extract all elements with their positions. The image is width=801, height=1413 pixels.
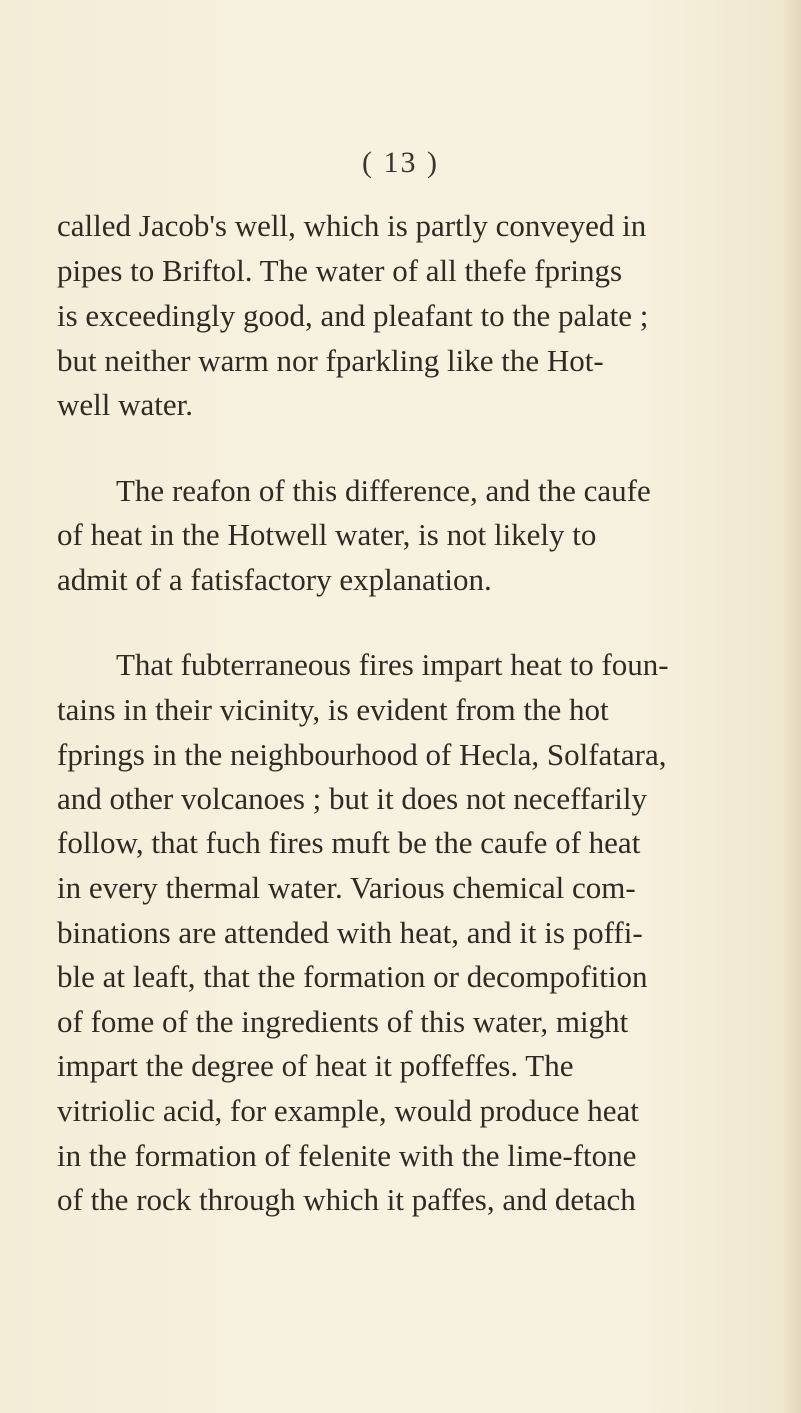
text-line: tains in their vicinity, is evident from the hot: [57, 692, 609, 727]
text-line: vitriolic acid, for example, would produce heat: [57, 1093, 639, 1128]
text-line: is exceedingly good, and pleafant to the palate ;: [57, 298, 649, 333]
text-line: ble at leaft, that the formation or decompofition: [57, 959, 648, 994]
text-line: follow, that fuch fires muft be the caufe of heat: [57, 825, 641, 860]
text-line: binations are attended with heat, and it is poffi-: [57, 915, 643, 950]
page-edge-shadow: [783, 0, 801, 1413]
text-line: but neither warm nor fparkling like the Hot-: [57, 343, 604, 378]
text-line: pipes to Briftol. The water of all thefe fprings: [57, 253, 623, 288]
page-number: ( 13 ): [362, 146, 439, 179]
text-line: and other volcanoes ; but it does not neceffarily: [57, 781, 647, 816]
text-line: That fubterraneous fires impart heat to foun-: [116, 647, 669, 682]
text-line: in the formation of felenite with the lime-ftone: [57, 1138, 637, 1173]
text-line: of the rock through which it paffes, and detach: [57, 1182, 636, 1217]
text-line: admit of a fatisfactory explanation.: [57, 562, 492, 597]
text-line: called Jacob's well, which is partly conveyed in: [57, 208, 647, 243]
text-line: of heat in the Hotwell water, is not likely to: [57, 517, 597, 552]
text-line: well water.: [57, 387, 194, 422]
text-line: fprings in the neighbourhood of Hecla, Solfatara,: [57, 737, 667, 772]
text-line: of fome of the ingredients of this water, might: [57, 1004, 629, 1039]
text-line: in every thermal water. Various chemical com-: [57, 870, 636, 905]
text-line: impart the degree of heat it poffeffes. The: [57, 1048, 574, 1083]
text-line: The reafon of this difference, and the caufe: [116, 473, 651, 508]
